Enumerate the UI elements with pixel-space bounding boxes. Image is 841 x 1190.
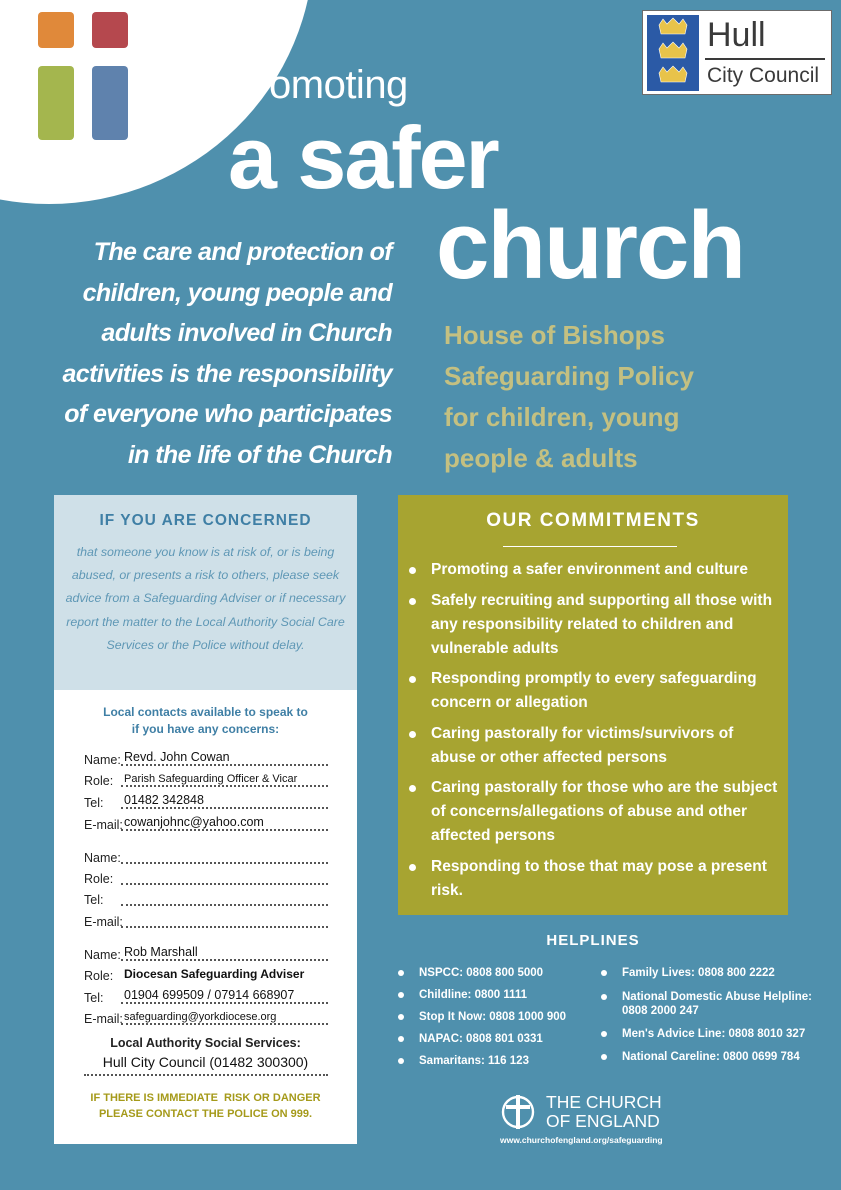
helpline-text: National Careline: 0800 0699 784	[622, 1051, 800, 1063]
commitment-text: Caring pastorally for those who are the subject of concerns/allegations of abuse and other affected persons	[431, 779, 778, 844]
bullet-icon	[398, 970, 404, 976]
blue-rectangle	[92, 66, 128, 140]
orange-square	[38, 12, 74, 48]
bullet-icon	[409, 598, 416, 605]
contact2-tel-row	[84, 887, 328, 907]
email-label: E-mail:	[84, 915, 123, 929]
commitment-item	[406, 558, 778, 582]
bullet-icon	[398, 1036, 404, 1042]
bullet-icon	[409, 567, 416, 574]
helpline-text: NAPAC: 0808 801 0331	[419, 1033, 543, 1045]
church-of-england-cross-icon	[500, 1092, 536, 1132]
care-line: of everyone who participates	[64, 400, 392, 428]
dotted-line	[84, 1074, 328, 1076]
bullet-icon	[409, 785, 416, 792]
role-label: Role:	[84, 774, 114, 788]
helplines-left	[398, 966, 598, 1068]
social-services-heading: Local Authority Social Services:	[110, 1036, 301, 1050]
contact3-name: Rob Marshall	[124, 945, 198, 959]
helpline-item	[601, 990, 831, 1018]
concerned-text: that someone you know is at risk of, or is being abused, or presents a risk to others, please seek advice from a Safeguarding Adviser or if necessary report the matter to the Local Authority Social Care Services or the Police without delay.	[65, 545, 346, 652]
title-church: church	[436, 192, 745, 299]
contact3-email-row	[84, 1006, 328, 1026]
social-services-value: Hull City Council (01482 300300)	[102, 1054, 309, 1070]
contact1-name: Revd. John Cowan	[124, 750, 230, 764]
helplines-right	[601, 966, 831, 1064]
hull-city-council-logo	[642, 10, 832, 95]
helpline-item	[398, 1010, 598, 1024]
contact3-role-row	[84, 963, 328, 983]
contact1-role: Parish Safeguarding Officer & Vicar	[124, 773, 298, 785]
dotted-line	[121, 1002, 328, 1004]
contact1-email-row	[84, 812, 328, 832]
commitment-text: Safely recruiting and supporting all those with any responsibility related to children and vulnerable adults	[431, 591, 773, 657]
care-line: The care and protection of	[93, 238, 392, 266]
contact3-role: Diocesan Safeguarding Adviser	[124, 967, 305, 981]
helpline-item	[601, 1027, 831, 1041]
contact3-tel: 01904 699509 / 07914 668907	[124, 988, 295, 1002]
helpline-text: Family Lives: 0808 800 2222	[622, 967, 775, 979]
bullet-icon	[398, 1058, 404, 1064]
contact3-email: safeguarding@yorkdiocese.org	[124, 1011, 277, 1023]
red-square	[92, 12, 128, 48]
logo-divider	[705, 58, 825, 60]
local-contacts-heading-line: Local contacts available to speak to	[103, 705, 308, 719]
policy-line: for children, young	[444, 402, 680, 432]
dotted-line	[121, 904, 328, 906]
commitment-item	[406, 776, 778, 848]
contact2-name-row	[84, 845, 328, 865]
bullet-icon	[398, 1014, 404, 1020]
commitment-text: Promoting a safer environment and culture	[431, 561, 748, 578]
local-contacts-heading-line: if you have any concerns:	[131, 722, 280, 736]
helpline-text: NSPCC: 0808 800 5000	[419, 967, 544, 979]
care-line: adults involved in Church	[101, 319, 392, 347]
commitment-text: Caring pastorally for victims/survivors of abuse or other affected persons	[431, 724, 734, 766]
commitment-item	[406, 589, 778, 661]
commitment-item	[406, 667, 778, 715]
contact1-name-row	[84, 747, 328, 767]
care-line: in the life of the Church	[127, 440, 392, 469]
dotted-line	[121, 1023, 328, 1025]
bullet-icon	[601, 994, 607, 1000]
commitments-divider	[503, 546, 677, 547]
commitments-list	[406, 558, 778, 909]
tel-label: Tel:	[84, 796, 104, 810]
dotted-line	[121, 883, 328, 885]
bullet-icon	[409, 676, 416, 683]
care-line: activities is the responsibility	[62, 359, 392, 388]
title-a-safer: a safer	[228, 108, 498, 207]
commitment-text: Responding to those that may pose a present risk.	[431, 857, 767, 899]
care-statement	[40, 232, 392, 475]
helpline-item	[398, 966, 598, 980]
bullet-icon	[409, 731, 416, 738]
hull-wordmark: Hull	[707, 16, 766, 54]
name-label: Name:	[84, 948, 121, 962]
dotted-line	[121, 959, 328, 961]
contact1-tel-row	[84, 790, 328, 810]
helpline-text: Stop It Now: 0808 1000 900	[419, 1011, 567, 1023]
role-label: Role:	[84, 872, 114, 886]
title-promoting: Promoting	[230, 63, 408, 107]
bullet-icon	[601, 970, 607, 976]
church-of-england-line2: OF ENGLAND	[546, 1111, 660, 1131]
contact3-name-row	[84, 942, 328, 962]
emergency-line: PLEASE CONTACT THE POLICE ON 999.	[98, 1108, 313, 1120]
bullet-icon	[398, 992, 404, 998]
contact2-email-row	[84, 909, 328, 929]
church-of-england-line1: THE CHURCH	[546, 1092, 662, 1112]
helpline-item	[398, 1054, 598, 1068]
policy-title	[444, 315, 774, 479]
helpline-item	[398, 988, 598, 1002]
contact2-role-row	[84, 866, 328, 886]
commitment-item	[406, 855, 778, 903]
email-label: E-mail:	[84, 1012, 123, 1026]
helpline-item	[601, 966, 831, 980]
commitments-heading: OUR COMMITMENTS	[486, 510, 700, 531]
dotted-line	[121, 829, 328, 831]
dotted-line	[121, 862, 328, 864]
tel-label: Tel:	[84, 893, 104, 907]
crowns-shield-icon	[647, 15, 699, 91]
policy-line: people & adults	[444, 443, 638, 473]
helplines-heading: HELPLINES	[546, 932, 640, 949]
email-label: E-mail:	[84, 818, 123, 832]
contact3-tel-row	[84, 985, 328, 1005]
dotted-line	[121, 807, 328, 809]
emergency-notice	[54, 1090, 357, 1122]
name-label: Name:	[84, 753, 121, 767]
contact1-email: cowanjohnc@yahoo.com	[124, 815, 264, 829]
helpline-item	[398, 1032, 598, 1046]
helpline-text: National Domestic Abuse Helpline: 0808 2000 247	[622, 991, 812, 1017]
commitment-text: Responding promptly to every safeguarding concern or allegation	[431, 670, 757, 711]
helpline-text: Men's Advice Line: 0808 8010 327	[622, 1028, 806, 1040]
bullet-icon	[409, 864, 416, 871]
emergency-line: IF THERE IS IMMEDIATE RISK OR DANGER	[90, 1092, 321, 1104]
name-label: Name:	[84, 851, 121, 865]
concerned-heading: IF YOU ARE CONCERNED	[99, 512, 312, 529]
role-label: Role:	[84, 969, 114, 983]
policy-line: Safeguarding Policy	[444, 361, 694, 391]
helpline-text: Samaritans: 116 123	[419, 1055, 529, 1067]
bullet-icon	[601, 1054, 607, 1060]
contact1-role-row	[84, 768, 328, 788]
helpline-text: Childline: 0800 1111	[419, 989, 528, 1001]
safeguarding-url[interactable]: www.churchofengland.org/safeguarding	[500, 1135, 663, 1145]
commitment-item	[406, 722, 778, 770]
green-rectangle	[38, 66, 74, 140]
city-council-wordmark: City Council	[707, 64, 820, 87]
care-line: children, young people and	[82, 278, 392, 307]
bullet-icon	[601, 1031, 607, 1037]
tel-label: Tel:	[84, 991, 104, 1005]
dotted-line	[121, 764, 328, 766]
dotted-line	[121, 926, 328, 928]
helpline-item	[601, 1050, 831, 1064]
contact1-tel: 01482 342848	[124, 793, 204, 807]
local-contacts-heading	[54, 704, 357, 738]
policy-line: House of Bishops	[444, 320, 666, 350]
dotted-line	[121, 785, 328, 787]
